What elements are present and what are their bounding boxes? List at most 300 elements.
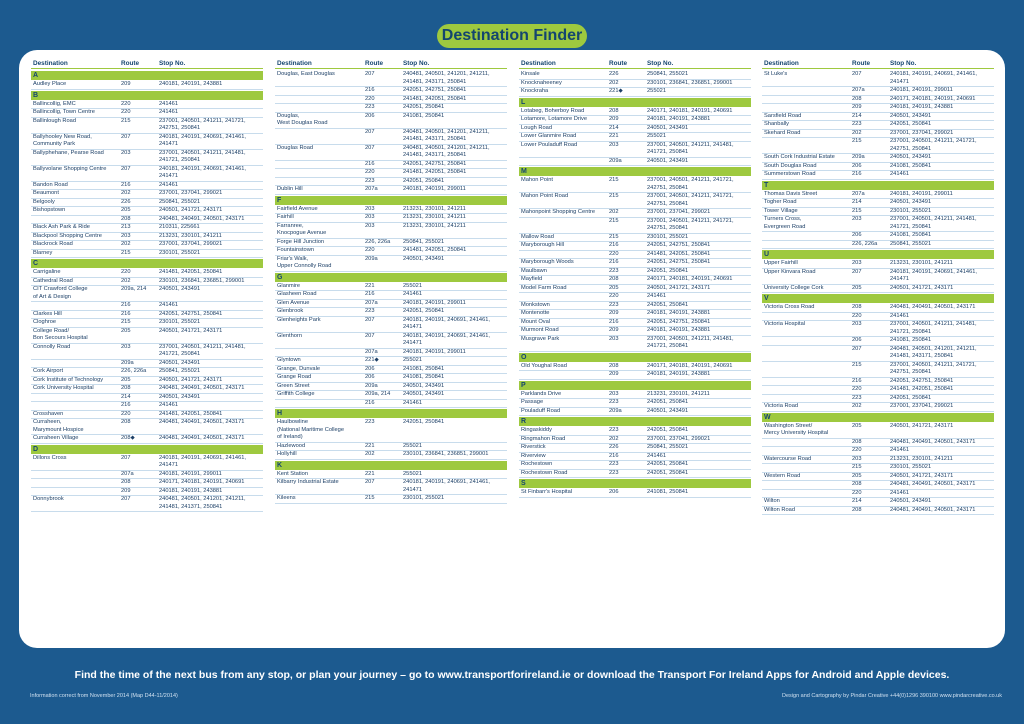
route-cell: 209a, 214 — [121, 286, 147, 292]
table-row — [31, 166, 263, 182]
stop-cell: 240181, 240191, 299011 — [403, 299, 466, 306]
route-cell: 209 — [121, 81, 131, 87]
route-cell: 202 — [121, 190, 131, 196]
destination-cell: Cloghroe — [33, 319, 57, 325]
stop-cell: 237001, 240501, 241211, 241481, 241721, 250841 — [647, 141, 734, 155]
section-letter: P — [519, 381, 751, 390]
route-cell: 203 — [609, 141, 619, 148]
destination-cell — [31, 394, 121, 402]
table-row — [275, 366, 507, 375]
stop-cell: 242051, 250841 — [647, 427, 689, 433]
stop-cell: 241461 — [647, 293, 666, 299]
destination-cell: Washington Street/ Mercy University Hospital — [764, 422, 829, 436]
table-row — [31, 319, 263, 328]
route-cell: 216 — [609, 318, 619, 325]
stop-cell: 240181, 240191, 243881 — [647, 371, 711, 377]
destination-cell: Monkstown — [521, 301, 550, 308]
stop-cell: 241081, 250841 — [647, 489, 689, 495]
stop-cell: 241081, 250841 — [890, 162, 932, 169]
destination-cell: Belgooly — [33, 198, 55, 205]
destination-cell: Pouladuff Road — [521, 407, 561, 414]
route-cell: 216 — [852, 171, 862, 177]
stop-cell: 240481, 240491, 240501, 243171 — [159, 419, 245, 425]
table-row — [519, 363, 751, 372]
destination-cell: Mahonpoint Shopping Centre — [521, 209, 595, 215]
route-cell: 206 — [852, 162, 862, 169]
destination-table-panel — [19, 50, 1005, 648]
column-1 — [31, 59, 263, 512]
stop-cell: 240181, 240191, 240691, 241461, 241471 — [890, 71, 977, 85]
stop-cell: 240181, 240191, 299011 — [890, 87, 953, 93]
table-row — [519, 444, 751, 453]
table-row — [762, 507, 994, 516]
table-row — [275, 113, 507, 129]
destination-cell — [31, 302, 121, 310]
table-row — [31, 311, 263, 320]
stop-cell: 213231, 230101, 241211 — [159, 232, 222, 239]
section-letter: R — [519, 417, 751, 426]
table-row — [762, 304, 994, 313]
stop-cell: 230101, 255021 — [159, 319, 201, 325]
stop-cell: 242051, 250841 — [647, 267, 689, 274]
route-cell: 221 — [365, 470, 375, 477]
table-row — [762, 362, 994, 378]
route-cell: 226 — [609, 444, 619, 450]
table-row — [762, 269, 994, 285]
destination-cell: University College Cork — [764, 284, 824, 291]
route-cell: 209a — [121, 359, 134, 366]
header-route: Route — [852, 60, 871, 67]
section-letter: F — [275, 196, 507, 205]
table-row — [762, 71, 994, 87]
table-row — [31, 455, 263, 471]
table-row — [275, 129, 507, 145]
destination-cell — [275, 129, 365, 144]
stop-cell: 237001, 240501, 241211, 241481, 241721, 250841 — [890, 216, 977, 230]
table-row — [519, 88, 751, 97]
route-cell: 220 — [365, 247, 375, 253]
stop-cell: 240181, 240191, 240691, 241461, 241471 — [403, 479, 490, 493]
stop-cell: 230101, 255021 — [890, 207, 932, 214]
table-row — [762, 171, 994, 180]
stop-cell: 240181, 240191, 243881 — [890, 104, 954, 110]
destination-cell: CIT Crawford College of Art & Design — [33, 286, 88, 300]
stop-cell: 241481, 242051, 250841 — [403, 169, 467, 175]
table-row — [275, 239, 507, 248]
route-cell: 202 — [121, 241, 131, 247]
destination-cell — [31, 479, 121, 487]
route-cell: 215 — [852, 361, 862, 368]
route-cell: 208 — [609, 362, 619, 369]
destination-cell: Glen Avenue — [277, 299, 310, 306]
stop-cell: 241481, 242051, 250841 — [159, 269, 223, 275]
table-row — [31, 496, 263, 512]
table-row — [762, 285, 994, 294]
destination-cell: Ballincollig, Town Centre — [33, 109, 95, 115]
section-letter: V — [762, 294, 994, 303]
destination-cell: Fairfield Avenue — [277, 205, 318, 212]
route-cell: 215 — [852, 464, 862, 470]
route-cell: 202 — [852, 403, 862, 409]
stop-cell: 240181, 240191, 240691, 241461, 241471 — [159, 165, 246, 179]
column-4 — [762, 59, 994, 515]
section-letter: D — [31, 445, 263, 454]
route-cell: 209 — [609, 310, 619, 316]
table-row — [519, 327, 751, 336]
section-letter: B — [31, 91, 263, 100]
route-cell: 220 — [121, 100, 131, 107]
table-row — [762, 104, 994, 113]
route-cell: 223 — [609, 301, 619, 308]
table-row — [519, 302, 751, 311]
route-cell: 215 — [609, 193, 619, 199]
table-row — [275, 317, 507, 333]
route-cell: 203 — [852, 260, 862, 266]
destination-cell: Fairhill — [277, 214, 294, 220]
table-row — [31, 269, 263, 278]
table-row — [519, 399, 751, 408]
table-row — [275, 71, 507, 87]
table-row — [762, 498, 994, 507]
route-cell: 223 — [365, 177, 375, 184]
section-letter: W — [762, 413, 994, 422]
stop-cell: 240481, 240501, 241201, 241211, 241481, 243171, 250841 — [403, 144, 490, 158]
route-cell: 205 — [852, 422, 862, 429]
page-title: Destination Finder — [437, 24, 587, 48]
destination-cell: Thomas Davis Street — [764, 190, 818, 197]
table-row — [31, 207, 263, 216]
destination-cell — [275, 349, 365, 357]
stop-cell: 250841, 255021 — [159, 198, 201, 205]
header-stop: Stop No. — [403, 60, 430, 67]
table-row — [275, 87, 507, 96]
section-letter: C — [31, 259, 263, 268]
stop-cell: 255021 — [403, 470, 422, 477]
table-row — [275, 206, 507, 215]
destination-cell: Glanmire — [277, 282, 301, 289]
destination-cell — [275, 161, 365, 169]
route-cell: 226 — [609, 71, 619, 77]
stop-cell: 240181, 240191, 299011 — [403, 186, 466, 192]
route-cell: 213 — [121, 224, 131, 230]
destination-cell: Musgrave Park — [521, 335, 560, 342]
table-row — [519, 427, 751, 436]
destination-cell: Watercourse Road — [764, 455, 812, 462]
table-row — [31, 241, 263, 250]
table-row — [31, 81, 263, 90]
stop-cell: 237001, 240501, 241211, 241721, 242751, 250841 — [890, 138, 977, 152]
stop-cell: 240501, 241721, 243171 — [159, 327, 223, 334]
column-header — [519, 59, 751, 69]
stop-cell: 240481, 240491, 240501, 243171 — [890, 304, 976, 310]
stop-cell: 242051, 250841 — [403, 419, 445, 425]
destination-cell — [519, 371, 609, 379]
table-row — [762, 96, 994, 105]
destination-cell — [762, 439, 852, 447]
stop-cell: 237001, 240501, 241211, 241481, 241721, 250841 — [647, 335, 734, 349]
route-cell: 207a — [365, 186, 378, 192]
section-letter: G — [275, 273, 507, 282]
destination-cell: Farranree, Knocpogue Avenue — [277, 222, 327, 236]
stop-cell: 240501, 241721, 243171 — [647, 284, 711, 291]
table-row — [762, 464, 994, 473]
destination-cell: St Luke's — [764, 71, 788, 77]
destination-cell — [762, 395, 852, 403]
stop-cell: 241461 — [159, 402, 178, 408]
stop-cell: 230101, 255021 — [647, 233, 689, 240]
stop-cell: 241481, 242051, 250841 — [403, 247, 467, 253]
destination-cell: Cork University Hospital — [33, 385, 94, 391]
destination-cell: Kinsale — [521, 71, 540, 77]
stop-cell: 242051, 250841 — [647, 461, 689, 467]
header-stop: Stop No. — [647, 60, 674, 67]
table-row — [519, 470, 751, 479]
route-cell: 216 — [365, 291, 375, 297]
stop-cell: 255021 — [647, 88, 666, 94]
route-cell: 206 — [852, 337, 862, 343]
destination-cell: Hollyhill — [277, 451, 297, 457]
table-row — [275, 419, 507, 443]
section-letter: M — [519, 167, 751, 176]
table-row — [519, 453, 751, 462]
route-cell: 215 — [609, 177, 619, 183]
destination-cell: South Douglas Road — [764, 162, 817, 169]
stop-cell: 213231, 230101, 241211 — [890, 260, 953, 266]
route-cell: 207a — [121, 470, 134, 477]
stop-cell: 242051, 242751, 250841 — [647, 259, 711, 265]
table-row — [31, 344, 263, 360]
destination-cell: Summerstown Road — [764, 171, 816, 177]
route-cell: 203 — [365, 205, 375, 212]
route-cell: 207 — [121, 454, 131, 461]
route-cell: 209 — [609, 116, 619, 122]
table-row — [519, 242, 751, 251]
table-row — [762, 439, 994, 448]
stop-cell: 240171, 240181, 240191, 240691 — [647, 276, 733, 282]
route-cell: 209a — [852, 154, 865, 160]
destination-cell: Glenbrook — [277, 308, 304, 314]
route-cell: 214 — [121, 393, 131, 400]
destination-cell: Turners Cross, Evergreen Road — [764, 216, 806, 230]
stop-cell: 240501, 243491 — [647, 124, 689, 131]
section-letter: A — [31, 71, 263, 80]
section-letter: L — [519, 98, 751, 107]
destination-cell — [31, 471, 121, 479]
destination-cell: Dillons Cross — [33, 454, 67, 461]
destination-cell: Fountainstown — [277, 247, 314, 253]
stop-cell: 240501, 241721, 243171 — [890, 422, 954, 429]
table-row — [762, 260, 994, 269]
route-cell: 209a, 214 — [365, 391, 391, 397]
table-row — [762, 447, 994, 456]
stop-cell: 240481, 240491, 240501, 243171 — [890, 506, 976, 513]
route-cell: 214 — [852, 498, 862, 504]
stop-cell: 237001, 237041, 299021 — [159, 241, 223, 247]
destination-cell: Rochestown — [521, 461, 553, 467]
stop-cell: 255021 — [647, 133, 666, 139]
route-cell: 209a — [609, 407, 622, 414]
stop-cell: 242051, 250841 — [647, 399, 689, 405]
stop-cell: 240481, 240501, 241201, 241211, 241481, 243171, 250841 — [403, 128, 490, 142]
route-cell: 208 — [852, 438, 862, 445]
table-row — [31, 488, 263, 497]
stop-cell: 250841, 255021 — [403, 238, 445, 245]
route-cell: 226, 226a — [121, 368, 147, 374]
stop-cell: 250841, 255021 — [647, 444, 689, 450]
table-row — [762, 138, 994, 154]
table-row — [31, 101, 263, 110]
stop-cell: 240481, 240491, 240501, 243171 — [159, 215, 245, 222]
stop-cell: 241081, 250841 — [403, 112, 445, 119]
stop-cell: 242051, 250841 — [647, 469, 689, 476]
destination-cell — [31, 488, 121, 496]
destination-cell — [762, 337, 852, 345]
route-cell: 220 — [365, 95, 375, 102]
destination-cell: Ballincollig, EMC — [33, 100, 76, 107]
destination-cell — [762, 96, 852, 104]
table-row — [31, 190, 263, 199]
stop-cell: 241461 — [159, 100, 178, 107]
route-cell: 223 — [609, 469, 619, 476]
stop-cell: 237001, 240501, 241211, 241721, 242751, 250841 — [890, 361, 977, 375]
table-row — [275, 349, 507, 358]
route-cell: 223 — [609, 267, 619, 274]
route-cell: 215 — [852, 207, 862, 214]
table-row — [275, 223, 507, 239]
table-row — [519, 489, 751, 498]
table-row — [31, 109, 263, 118]
table-row — [762, 199, 994, 208]
stop-cell: 240501, 241721, 243171 — [159, 207, 223, 213]
destination-cell: Blackrock Road — [33, 241, 73, 247]
stop-cell: 240501, 243491 — [403, 255, 445, 262]
table-row — [275, 443, 507, 452]
destination-cell: Western Road — [764, 472, 801, 479]
destination-cell: Togher Road — [764, 199, 797, 205]
stop-cell: 242051, 250841 — [403, 177, 445, 184]
route-cell: 202 — [609, 209, 619, 215]
route-cell: 206 — [852, 232, 862, 238]
route-cell: 208 — [609, 107, 619, 114]
destination-cell — [31, 216, 121, 224]
stop-cell: 242051, 250841 — [890, 121, 932, 127]
stop-cell: 237001, 240501, 241211, 241721, 242751, 250841 — [647, 177, 734, 191]
route-cell: 220 — [121, 109, 131, 115]
route-cell: 221◆ — [609, 88, 623, 94]
table-row — [275, 451, 507, 460]
destination-cell: Grange, Dunvale — [277, 365, 320, 372]
table-row — [31, 360, 263, 369]
destination-cell — [762, 386, 852, 394]
table-row — [519, 391, 751, 400]
table-row — [762, 346, 994, 362]
route-cell: 208 — [852, 304, 862, 310]
route-cell: 223 — [365, 419, 375, 425]
route-cell: 209a — [365, 382, 378, 389]
destination-cell: Shanbally — [764, 121, 789, 127]
table-row — [31, 134, 263, 150]
table-row — [31, 233, 263, 242]
stop-cell: 241481, 242051, 250841 — [159, 410, 223, 417]
stop-cell: 240501, 243491 — [159, 393, 201, 400]
stop-cell: 240501, 241721, 243171 — [890, 472, 954, 479]
table-row — [31, 182, 263, 191]
destination-cell: Mount Oval — [521, 318, 551, 325]
stop-cell: 242051, 242751, 250841 — [159, 310, 223, 317]
stop-cell: 213231, 230101, 241211 — [403, 205, 466, 212]
route-cell: 207 — [365, 316, 375, 323]
stop-cell: 240481, 240491, 240501, 243171 — [159, 385, 245, 391]
header-route: Route — [365, 60, 384, 67]
stop-cell: 237001, 240501, 241211, 241481, 241721, 250841 — [159, 149, 246, 163]
table-row — [31, 199, 263, 208]
route-cell: 223 — [609, 427, 619, 433]
stop-cell: 210311, 225661 — [159, 224, 200, 230]
destination-cell — [762, 447, 852, 455]
stop-cell: 230101, 255021 — [890, 464, 932, 470]
route-cell: 205 — [852, 472, 862, 479]
stop-cell: 237001, 237041, 299021 — [890, 403, 954, 409]
route-cell: 207a — [365, 348, 378, 355]
destination-cell: Curraheen, Marymount Hospice — [33, 419, 84, 433]
table-row — [762, 395, 994, 404]
route-cell: 208 — [121, 479, 131, 485]
table-row — [275, 186, 507, 195]
route-cell: 216 — [609, 259, 619, 265]
table-row — [31, 150, 263, 166]
table-row — [275, 169, 507, 178]
stop-cell: 240171, 240181, 240191, 240691 — [647, 107, 733, 114]
table-row — [519, 276, 751, 285]
section-letter: U — [762, 250, 994, 259]
stop-cell: 240181, 240191, 240691, 241461, 241471 — [403, 332, 490, 346]
table-row — [762, 456, 994, 465]
table-row — [275, 145, 507, 161]
table-row — [31, 411, 263, 420]
destination-cell — [275, 96, 365, 104]
route-cell: 207 — [852, 345, 862, 352]
stop-cell: 241461 — [403, 399, 422, 406]
route-cell: 203 — [852, 321, 862, 327]
destination-cell: Bandon Road — [33, 181, 68, 188]
destination-cell: Glenheights Park — [277, 316, 321, 323]
stop-cell: 241461 — [159, 181, 178, 188]
route-cell: 215 — [121, 319, 131, 325]
stop-cell: 241461 — [647, 452, 666, 459]
stop-cell: 241481, 242051, 250841 — [403, 95, 467, 102]
destination-cell: Ringmahon Road — [521, 435, 566, 442]
table-row — [31, 302, 263, 311]
table-row — [762, 121, 994, 130]
destination-cell: Forge Hill Junction — [277, 238, 325, 245]
stop-cell: 240501, 243491 — [403, 391, 445, 397]
route-cell: 220 — [852, 386, 862, 392]
stop-cell: 237001, 237041, 299021 — [159, 190, 223, 196]
table-row — [762, 403, 994, 412]
route-cell: 220 — [365, 169, 375, 175]
route-cell: 216 — [609, 452, 619, 459]
route-cell: 203 — [609, 335, 619, 342]
section-letter: T — [762, 181, 994, 190]
route-cell: 207 — [852, 268, 862, 275]
table-row — [519, 133, 751, 142]
destination-cell: Bishopstown — [33, 207, 66, 213]
table-row — [31, 278, 263, 287]
destination-cell — [519, 293, 609, 301]
destination-cell: Ballyphehane, Pearse Road — [33, 149, 104, 156]
table-row — [519, 218, 751, 234]
stop-cell: 241081, 250841 — [403, 365, 445, 372]
